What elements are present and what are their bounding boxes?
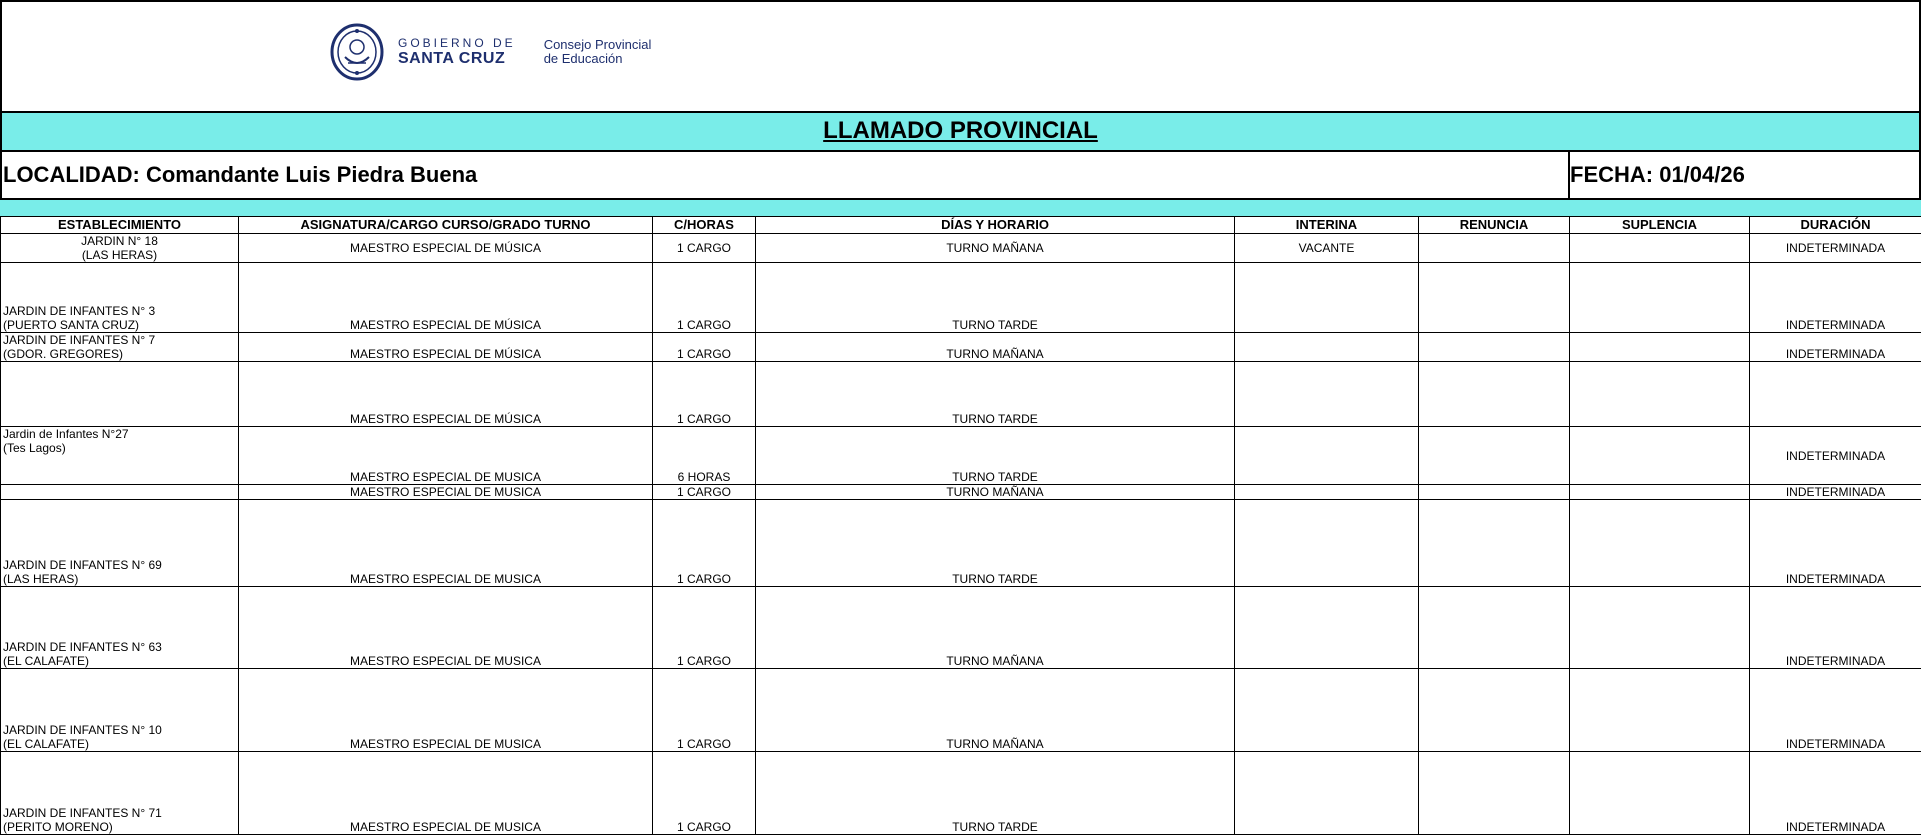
column-header: RENUNCIA [1419,217,1570,234]
vacancies-table [0,216,1921,835]
council-name [544,38,652,65]
government-line-1: GOBIERNO DE [398,36,516,50]
cargo-cell: MAESTRO ESPECIAL DE MUSICA [239,587,653,669]
cargo-cell: MAESTRO ESPECIAL DE MUSICA [239,485,653,500]
cargo-cell: MAESTRO ESPECIAL DE MÚSICA [239,362,653,427]
hours-cell: 1 CARGO [653,752,756,835]
establishment-name: JARDIN N° 18 [81,234,158,248]
establishment-cell [1,234,239,263]
schedule-cell: TURNO TARDE [756,427,1235,485]
establishment-cell [1,427,239,485]
establishment-name: JARDIN DE INFANTES N° 69 [3,558,162,572]
establishment-location: (GDOR. GREGORES) [3,347,124,361]
interina-cell [1235,669,1419,752]
table-row [1,587,1921,669]
duration-cell: INDETERMINADA [1750,234,1921,263]
duration-cell: INDETERMINADA [1750,587,1921,669]
hours-cell: 1 CARGO [653,587,756,669]
establishment-cell [1,500,239,587]
establishment-location: (LAS HERAS) [3,572,79,586]
table-row [1,234,1921,263]
table-row [1,427,1921,485]
establishment-cell [1,485,239,500]
suplencia-cell [1570,752,1750,835]
suplencia-cell [1570,587,1750,669]
suplencia-cell [1570,234,1750,263]
renuncia-cell [1419,263,1570,333]
hours-cell: 1 CARGO [653,362,756,427]
interina-cell [1235,333,1419,362]
suplencia-cell [1570,500,1750,587]
suplencia-cell [1570,485,1750,500]
schedule-cell: TURNO MAÑANA [756,669,1235,752]
fecha-label: FECHA: 01/04/26 [1570,162,1745,187]
establishment-name: JARDIN DE INFANTES N° 10 [3,723,162,737]
hours-cell: 1 CARGO [653,333,756,362]
establishment-cell [1,669,239,752]
establishment-location: (EL CALAFATE) [3,654,90,668]
establishment-cell [1,752,239,835]
interina-cell [1235,263,1419,333]
renuncia-cell [1419,752,1570,835]
duration-cell: INDETERMINADA [1750,263,1921,333]
renuncia-cell [1419,500,1570,587]
renuncia-cell [1419,587,1570,669]
cargo-cell: MAESTRO ESPECIAL DE MÚSICA [239,333,653,362]
duration-cell: INDETERMINADA [1750,427,1921,485]
cargo-cell: MAESTRO ESPECIAL DE MUSICA [239,427,653,485]
table-row [1,333,1921,362]
duration-cell [1750,362,1921,427]
establishment-name: JARDIN DE INFANTES N° 71 [3,806,162,820]
cargo-cell: MAESTRO ESPECIAL DE MÚSICA [239,263,653,333]
interina-cell [1235,587,1419,669]
duration-cell: INDETERMINADA [1750,669,1921,752]
establishment-location: (LAS HERAS) [81,248,158,262]
hours-cell: 1 CARGO [653,485,756,500]
suplencia-cell [1570,263,1750,333]
schedule-cell: TURNO MAÑANA [756,587,1235,669]
interina-cell [1235,427,1419,485]
schedule-cell: TURNO TARDE [756,263,1235,333]
establishment-cell [1,333,239,362]
interina-cell: VACANTE [1235,234,1419,263]
separator-band [0,200,1921,216]
renuncia-cell [1419,485,1570,500]
column-header: C/HORAS [653,217,756,234]
establishment-name: JARDIN DE INFANTES N° 63 [3,640,162,654]
establishment-name: JARDIN DE INFANTES N° 7 [3,333,156,347]
interina-cell [1235,752,1419,835]
header-frame [0,0,1921,113]
establishment-location: (Tes Lagos) [3,441,66,455]
page-title: LLAMADO PROVINCIAL [823,117,1098,144]
schedule-cell: TURNO MAÑANA [756,333,1235,362]
table-header-row [1,217,1921,234]
duration-cell: INDETERMINADA [1750,500,1921,587]
cargo-cell: MAESTRO ESPECIAL DE MUSICA [239,669,653,752]
council-line-2: de Educación [543,51,623,66]
column-header: INTERINA [1235,217,1419,234]
establishment-cell [1,362,239,427]
column-header: ESTABLECIMIENTO [1,217,239,234]
suplencia-cell [1570,427,1750,485]
provincial-seal-icon [330,23,384,81]
schedule-cell: TURNO TARDE [756,752,1235,835]
cargo-cell: MAESTRO ESPECIAL DE MUSICA [239,500,653,587]
interina-cell [1235,485,1419,500]
duration-cell: INDETERMINADA [1750,485,1921,500]
suplencia-cell [1570,333,1750,362]
renuncia-cell [1419,234,1570,263]
renuncia-cell [1419,333,1570,362]
cargo-cell: MAESTRO ESPECIAL DE MUSICA [239,752,653,835]
council-line-1: Consejo Provincial [543,37,652,53]
schedule-cell: TURNO MAÑANA [756,485,1235,500]
renuncia-cell [1419,362,1570,427]
column-header: SUPLENCIA [1570,217,1750,234]
duration-cell: INDETERMINADA [1750,333,1921,362]
table-row [1,752,1921,835]
hours-cell: 1 CARGO [653,263,756,333]
hours-cell: 1 CARGO [653,500,756,587]
localidad-label: LOCALIDAD: Comandante Luis Piedra Buena [3,162,478,187]
renuncia-cell [1419,427,1570,485]
schedule-cell: TURNO TARDE [756,500,1235,587]
suplencia-cell [1570,362,1750,427]
renuncia-cell [1419,669,1570,752]
establishment-cell [1,263,239,333]
establishment-location: (PERITO MORENO) [3,820,113,834]
cargo-cell: MAESTRO ESPECIAL DE MÚSICA [239,234,653,263]
table-row [1,263,1921,333]
table-row [1,669,1921,752]
schedule-cell: TURNO MAÑANA [756,234,1235,263]
hours-cell: 1 CARGO [653,669,756,752]
establishment-location: (EL CALAFATE) [3,737,90,751]
schedule-cell: TURNO TARDE [756,362,1235,427]
table-row [1,485,1921,500]
table-row [1,500,1921,587]
hours-cell: 1 CARGO [653,234,756,263]
establishment-name: JARDIN DE INFANTES N° 3 [3,304,156,318]
government-line-2: SANTA CRUZ [398,50,506,67]
establishment-location: (PUERTO SANTA CRUZ) [3,318,140,332]
column-header: DURACIÓN [1750,217,1921,234]
table-row [1,362,1921,427]
column-header: DÍAS Y HORARIO [756,217,1235,234]
column-header: ASIGNATURA/CARGO CURSO/GRADO TURNO [239,217,653,234]
establishment-name: Jardin de Infantes N°27 [3,427,129,441]
interina-cell [1235,362,1419,427]
hours-cell: 6 HORAS [653,427,756,485]
suplencia-cell [1570,669,1750,752]
interina-cell [1235,500,1419,587]
establishment-cell [1,587,239,669]
government-logo [330,22,651,82]
government-name [398,37,516,67]
duration-cell: INDETERMINADA [1750,752,1921,835]
